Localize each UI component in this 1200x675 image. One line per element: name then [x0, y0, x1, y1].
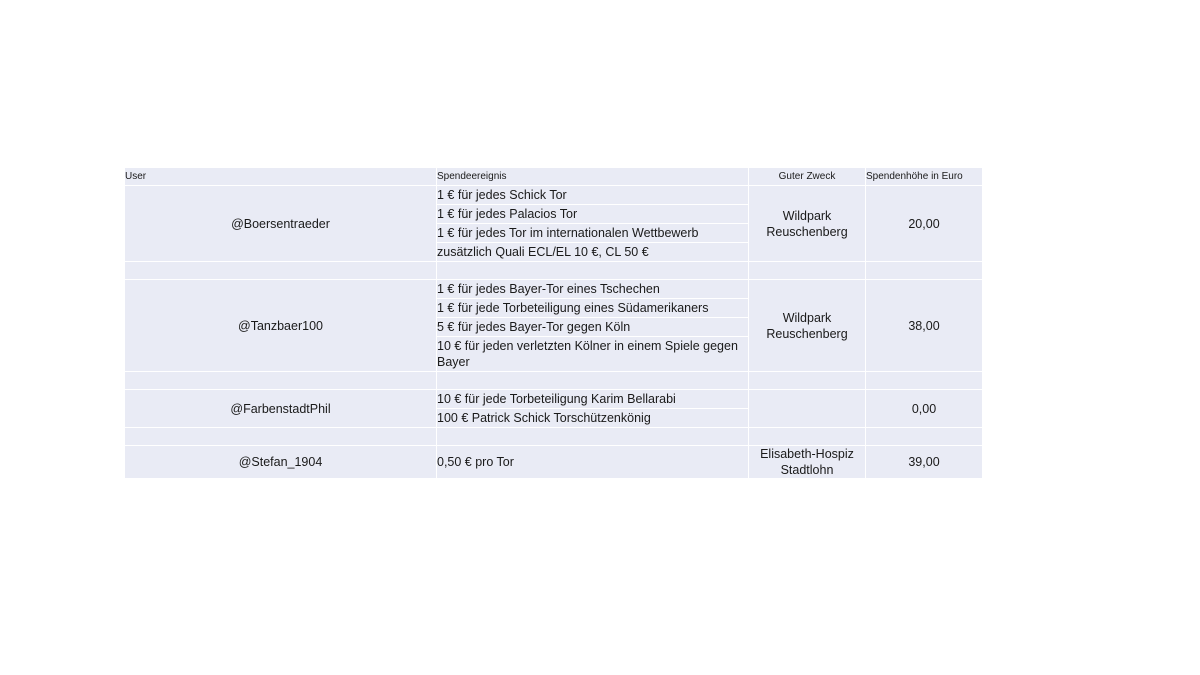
event-line: 100 € Patrick Schick Torschützenkönig — [437, 411, 651, 425]
event-line: 10 € für jede Torbeteiligung Karim Bellarabi — [437, 390, 748, 409]
event-cell — [437, 446, 749, 479]
event-line: 1 € für jedes Bayer-Tor eines Tschechen — [437, 280, 748, 299]
header-event: Spendeereignis — [437, 168, 749, 186]
cause-line: Wildpark — [782, 208, 832, 223]
event-line: 0,50 € pro Tor — [437, 455, 514, 469]
cause-line: Stadtlohn — [780, 463, 834, 477]
cause-cell — [749, 446, 866, 479]
amount-cell: 39,00 — [866, 446, 983, 479]
header-cause: Guter Zweck — [749, 168, 866, 186]
event-line: 5 € für jedes Bayer-Tor gegen Köln — [437, 318, 748, 337]
table-row — [125, 186, 983, 262]
donation-table — [124, 167, 983, 479]
cause-line: Reuschenberg — [766, 326, 848, 341]
cause-line: Wildpark — [782, 310, 832, 325]
spacer-row — [125, 372, 983, 390]
event-cell — [437, 280, 749, 372]
cause-line: Elisabeth-Hospiz — [760, 447, 854, 461]
event-cell — [437, 390, 749, 428]
event-cell — [437, 186, 749, 262]
cause-cell — [749, 280, 866, 372]
spacer-row — [125, 428, 983, 446]
cause-cell — [749, 390, 866, 428]
event-line: 1 € für jedes Palacios Tor — [437, 205, 748, 224]
user-cell: @Boersentraeder — [125, 186, 437, 262]
header-row — [125, 168, 983, 186]
event-line: zusätzlich Quali ECL/EL 10 €, CL 50 € — [437, 245, 649, 259]
spacer-row — [125, 262, 983, 280]
user-cell: @Tanzbaer100 — [125, 280, 437, 372]
table-row — [125, 390, 983, 428]
event-line: 1 € für jedes Schick Tor — [437, 186, 748, 205]
user-cell: @Stefan_1904 — [125, 446, 437, 479]
table-row — [125, 446, 983, 479]
amount-cell: 20,00 — [866, 186, 983, 262]
amount-cell: 0,00 — [866, 390, 983, 428]
event-line: 10 € für jeden verletzten Kölner in einem Spiele gegen Bayer — [437, 339, 738, 369]
event-line: 1 € für jedes Tor im internationalen Wettbewerb — [437, 224, 748, 243]
table-row — [125, 280, 983, 372]
header-user: User — [125, 168, 437, 186]
user-cell: @FarbenstadtPhil — [125, 390, 437, 428]
event-line: 1 € für jede Torbeteiligung eines Südamerikaners — [437, 299, 748, 318]
cause-cell — [749, 186, 866, 262]
header-amount: Spendenhöhe in Euro — [866, 168, 983, 186]
cause-line: Reuschenberg — [766, 224, 848, 239]
amount-cell: 38,00 — [866, 280, 983, 372]
